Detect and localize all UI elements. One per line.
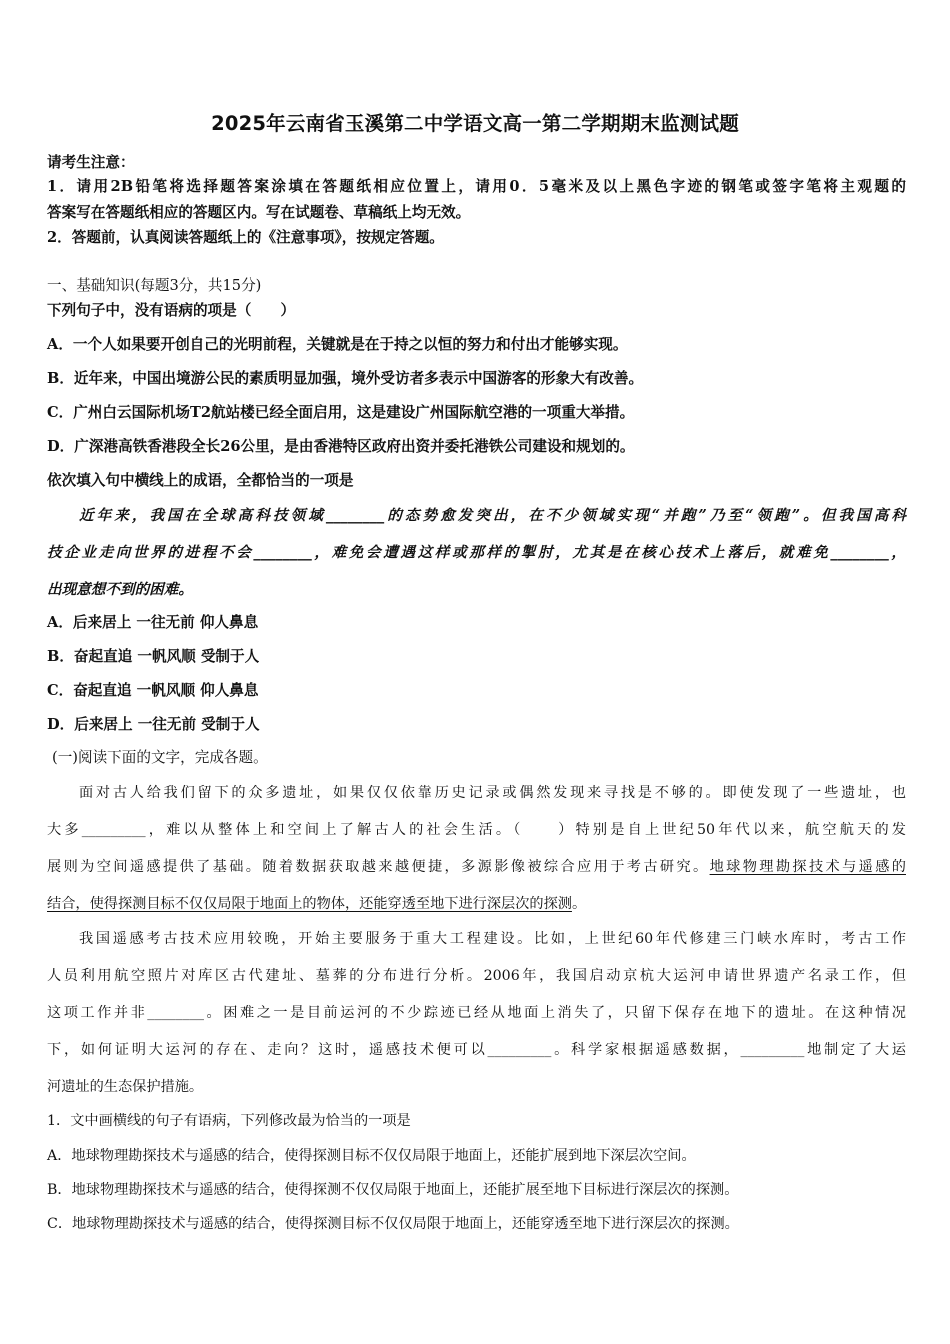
q2-option-d: D．后来居上 一往无前 受制于人 [47,716,260,733]
reading-p2-line-3: 这项工作并非________。困难之一是目前运河的不少踪迹已经从地面上消失了，只留下保存在地下的遗址。在这种情况 [47,1005,906,1021]
q2-passage-line-2: 技企业走向世界的进程不会________，难免会遭遇这样或那样的掣肘，尤其是在核心技术上落后，就难免________， [47,544,906,561]
q1-option-b: B．近年来，中国出境游公民的素质明显加强，境外受访者多表示中国游客的形象大有改善。 [47,370,644,387]
reading-p2-line-5: 河遗址的生态保护措施。 [47,1079,204,1095]
reading-q1-option-a: A．地球物理勘探技术与遥感的结合，使得探测目标不仅仅局限于地面上，还能扩展到地下深层次空间。 [47,1148,696,1164]
reading-p2-line-2: 人员利用航空照片对库区古代建址、墓葬的分布进行分析。2006年，我国启动京杭大运河申请世界遗产名录工作，但 [47,968,906,984]
q2-passage-line-3: 出现意想不到的困难。 [47,581,193,598]
underlined-sentence-part-2: 结合，使得探测目标不仅仅局限于地面上的物体，还能穿透至地下进行深层次的探测 [47,896,572,912]
notice-item-1-line-1: 1．请用2B铅笔将选择题答案涂填在答题纸相应位置上，请用0．5毫米及以上黑色字迹的钢笔或签字笔将主观题的 [47,178,906,195]
q2-option-c: C．奋起直追 一帆风顺 仰人鼻息 [47,682,259,699]
reading-p1-line-1: 面对古人给我们留下的众多遗址，如果仅仅依靠历史记录或偶然发现来寻找是不够的。即使发现了一些遗址，也 [79,785,906,801]
notice-item-2: 2．答题前，认真阅读答题纸上的《注意事项》，按规定答题。 [47,229,444,246]
reading-heading: (一)阅读下面的文字，完成各题。 [52,749,268,766]
q1-option-a: A．一个人如果要开创自己的光明前程，关键就是在于持之以恒的努力和付出才能够实现。 [47,336,628,353]
reading-p1-line-2: 大多_________，难以从整体上和空间上了解古人的社会生活。（ ）特别是自上世纪50年代以来，航空航天的发 [47,822,906,838]
notice-heading: 请考生注意： [47,154,135,171]
reading-p1-line-3-plain: 展则为空间遥感提供了基础。随着数据获取越来越便捷，多源影像被综合应用于考古研究。 [47,859,710,875]
q2-stem: 依次填入句中横线上的成语，全都恰当的一项是 [47,472,354,489]
q2-passage-line-1: 近年来，我国在全球高科技领域________的态势愈发突出，在不少领域实现“并跑”乃至“领跑”。但我国高科 [79,507,906,524]
reading-q1-option-c: C．地球物理勘探技术与遥感的结合，使得探测目标不仅仅局限于地面上，还能穿透至地下进行深层次的探测。 [47,1216,739,1232]
reading-p1-line-3 [47,857,906,877]
q1-option-c: C．广州白云国际机场T2航站楼已经全面启用，这是建设广州国际航空港的一项重大举措。 [47,404,635,421]
q1-stem: 下列句子中，没有语病的项是（ ） [47,302,296,319]
reading-p2-line-4: 下，如何证明大运河的存在、走向？这时，遥感技术便可以_________。科学家根据遥感数据，_________地制定了大运 [47,1042,906,1058]
underlined-sentence-part-1: 地球物理勘探技术与遥感的 [709,859,906,875]
notice-item-1-line-2: 答案写在答题纸相应的答题区内。写在试题卷、草稿纸上均无效。 [47,204,471,221]
reading-p1-line-4 [47,894,906,914]
reading-p1-line-4-end: 。 [571,896,587,912]
q2-option-b: B．奋起直追 一帆风顺 受制于人 [47,648,260,665]
reading-p2-line-1: 我国遥感考古技术应用较晚，开始主要服务于重大工程建设。比如，上世纪60年代修建三门峡水库时，考古工作 [79,931,906,947]
page-title: 2025年云南省玉溪第二中学语文高一第二学期期末监测试题 [211,112,739,135]
section-1-heading: 一、基础知识(每题3分，共15分) [47,277,262,294]
q1-option-d: D．广深港高铁香港段全长26公里，是由香港特区政府出资并委托港铁公司建设和规划的。 [47,438,635,455]
q2-option-a: A．后来居上 一往无前 仰人鼻息 [47,614,259,631]
reading-q1-stem: 1．文中画横线的句子有语病，下列修改最为恰当的一项是 [47,1113,411,1129]
reading-q1-option-b: B．地球物理勘探技术与遥感的结合，使得探测不仅仅局限于地面上，还能扩展至地下目标进行深层次的探测。 [47,1182,739,1198]
